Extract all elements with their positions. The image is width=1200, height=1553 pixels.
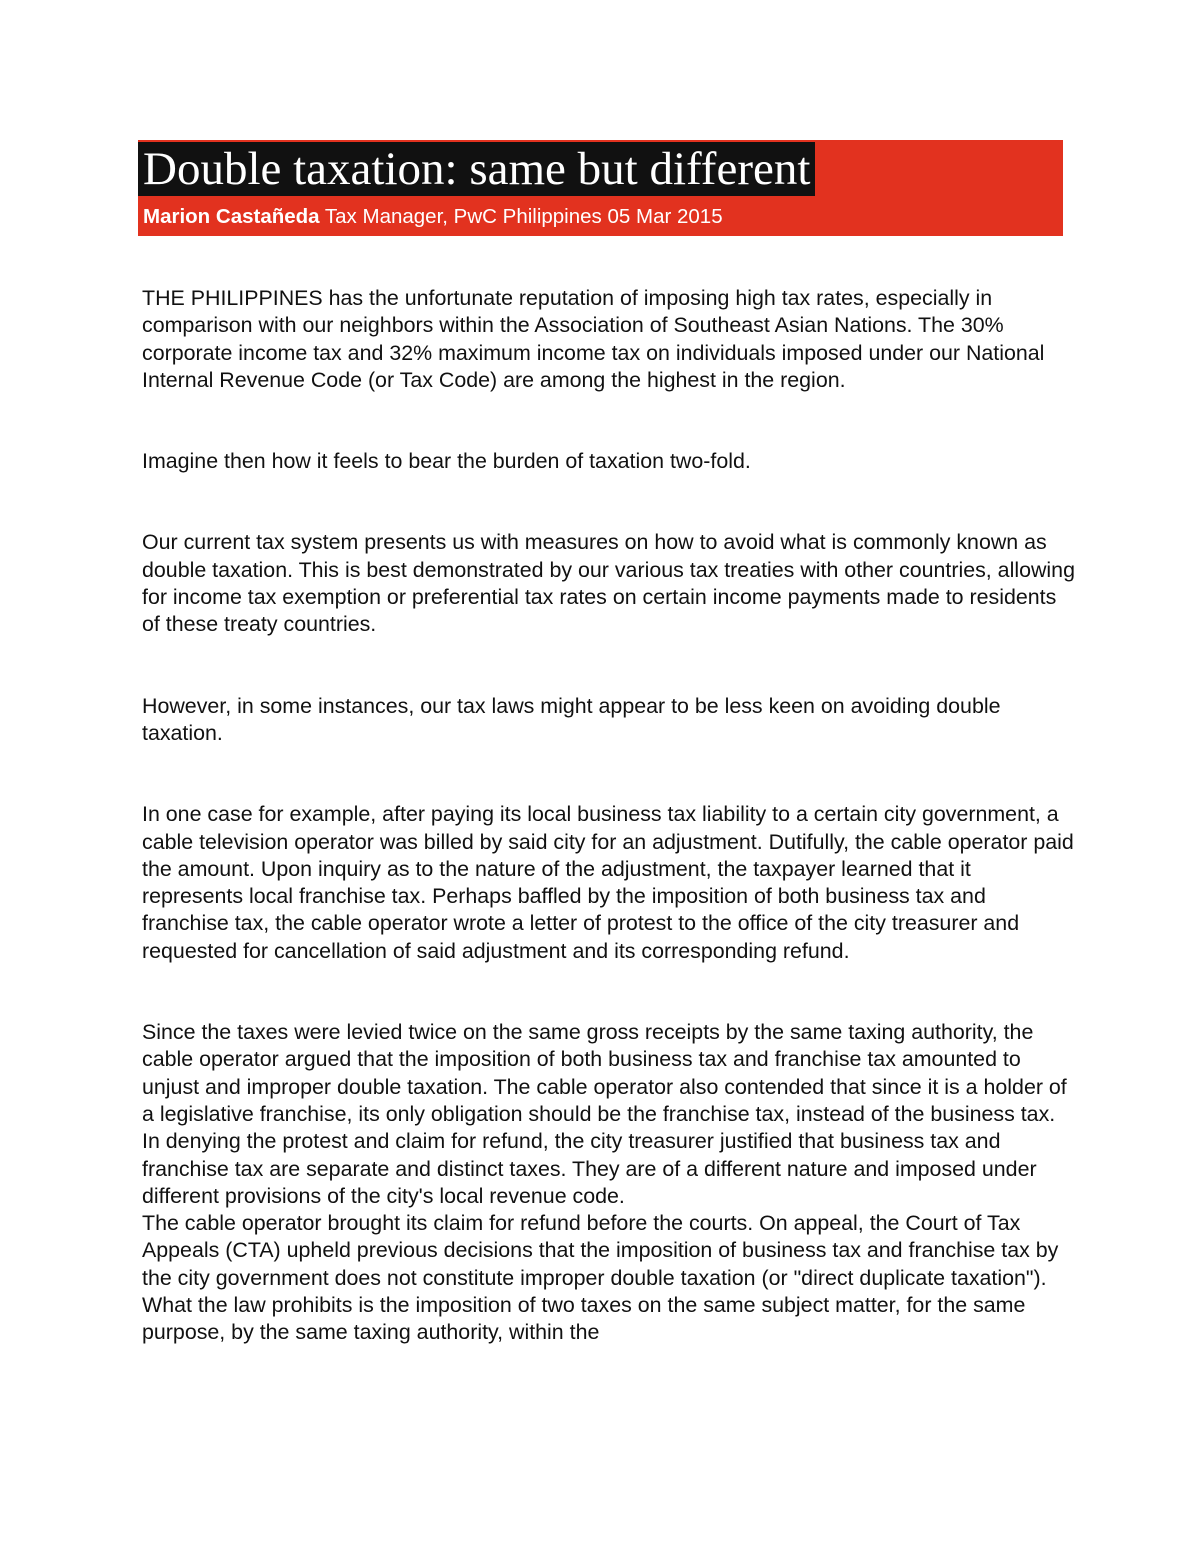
author-role-date: Tax Manager, PwC Philippines 05 Mar 2015 <box>319 205 723 228</box>
paragraph-spacer <box>142 639 1077 693</box>
paragraph: Imagine then how it feels to bear the burden of taxation two-fold. <box>142 449 751 474</box>
article-title: Double taxation: same but different <box>138 142 815 196</box>
paragraph: Since the taxes were levied twice on the same gross receipts by the same taxing authority, the cable operator argued that the imposition of both business tax and franchise tax amounted to unjust and improper double taxation. The cable operator also contended that since it is a holder of a legislative franchise, its only obligation should be the franchise tax, instead of the business tax. <box>142 1020 1067 1126</box>
paragraph: THE PHILIPPINES has the unfortunate reputation of imposing high tax rates, especially in comparison with our neighbors within the Association of Southeast Asian Nations. The 30% corporate income tax and 32% maximum income tax on individuals imposed under our National Internal Revenue Code (or Tax Code) are among the highest in the region. <box>142 286 1045 392</box>
article-header-banner <box>138 140 1063 236</box>
paragraph-spacer <box>142 747 1077 801</box>
paragraph: In denying the protest and claim for refund, the city treasurer justified that business tax and franchise tax are separate and distinct taxes. They are of a different nature and imposed under different provisions of the city's local revenue code. <box>142 1129 1037 1208</box>
article-body <box>142 285 1077 1347</box>
paragraph-spacer <box>142 475 1077 529</box>
paragraph: However, in some instances, our tax laws might appear to be less keen on avoiding double taxation. <box>142 693 1001 745</box>
paragraph: Our current tax system presents us with measures on how to avoid what is commonly known as double taxation. This is best demonstrated by our various tax treaties with other countries, allowing for income tax exemption or preferential tax rates on certain income payments made to residents of these treaty countries. <box>142 530 1075 637</box>
author-name: Marion Castañeda <box>143 205 320 228</box>
paragraph-spacer <box>142 394 1077 448</box>
article-byline <box>143 204 723 230</box>
paragraph: The cable operator brought its claim for refund before the courts. On appeal, the Court of Tax Appeals (CTA) upheld previous decisions that the imposition of business tax and franchise tax by the city government does not constitute improper double taxation (or "direct duplicate taxation"). What the law prohibits is the imposition of two taxes on the same subject matter, for the same purpose, by the same taxing authority, within the <box>142 1211 1059 1345</box>
paragraph-spacer <box>142 965 1077 1019</box>
paragraph: In one case for example, after paying its local business tax liability to a certain city government, a cable television operator was billed by said city for an adjustment. Dutifully, the cable operator paid the amount. Upon inquiry as to the nature of the adjustment, the taxpayer learned that it represents local franchise tax. Perhaps baffled by the imposition of both business tax and franchise tax, the cable operator wrote a letter of protest to the office of the city treasurer and requested for cancellation of said adjustment and its corresponding refund. <box>142 802 1074 963</box>
